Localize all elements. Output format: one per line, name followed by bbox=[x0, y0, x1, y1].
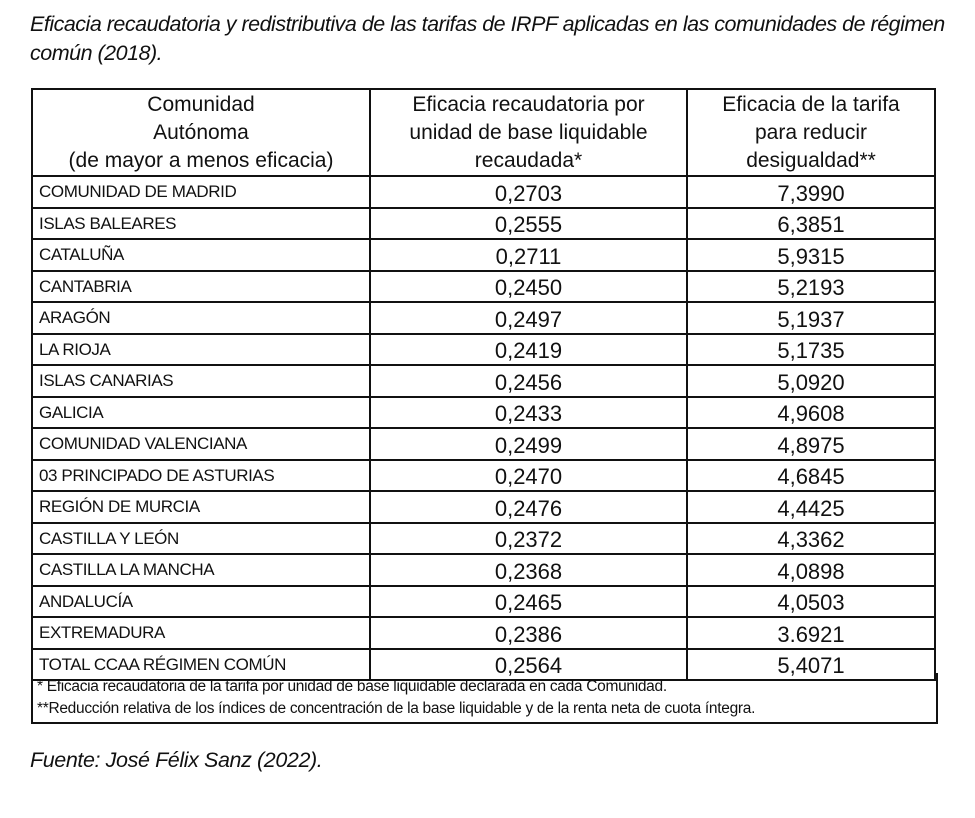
cell-recaudatoria: 0,2465 bbox=[370, 586, 687, 618]
cell-comunidad: CASTILLA Y LEÓN bbox=[32, 523, 370, 555]
table-row bbox=[32, 176, 935, 208]
cell-recaudatoria: 0,2703 bbox=[370, 176, 687, 208]
cell-comunidad: GALICIA bbox=[32, 397, 370, 429]
cell-recaudatoria: 0,2711 bbox=[370, 239, 687, 271]
table-row bbox=[32, 271, 935, 303]
table-row bbox=[32, 302, 935, 334]
table-title: Eficacia recaudatoria y redistributiva de las tarifas de IRPF aplicadas en las comunidades de régimen común (2018). bbox=[30, 12, 945, 65]
header-desigualdad bbox=[687, 89, 935, 176]
cell-desigualdad: 5,4071 bbox=[687, 649, 935, 681]
cell-recaudatoria: 0,2470 bbox=[370, 460, 687, 492]
cell-desigualdad: 4,9608 bbox=[687, 397, 935, 429]
cell-desigualdad: 5,2193 bbox=[687, 271, 935, 303]
cell-comunidad: COMUNIDAD DE MADRID bbox=[32, 176, 370, 208]
cell-comunidad: CATALUÑA bbox=[32, 239, 370, 271]
header-line: Autónoma bbox=[153, 120, 249, 144]
cell-desigualdad: 4,3362 bbox=[687, 523, 935, 555]
cell-recaudatoria: 0,2476 bbox=[370, 491, 687, 523]
cell-comunidad: ISLAS CANARIAS bbox=[32, 365, 370, 397]
irpf-table bbox=[31, 88, 936, 681]
cell-desigualdad: 4,0898 bbox=[687, 554, 935, 586]
cell-desigualdad: 3.6921 bbox=[687, 617, 935, 649]
note-desigualdad: **Reducción relativa de los índices de concentración de la base liquidable y de la renta neta de cuota íntegra. bbox=[37, 700, 756, 717]
cell-desigualdad: 4,8975 bbox=[687, 428, 935, 460]
table-row bbox=[32, 460, 935, 492]
table-row bbox=[32, 491, 935, 523]
header-line: recaudada* bbox=[474, 148, 583, 172]
cell-desigualdad: 6,3851 bbox=[687, 208, 935, 240]
header-comunidad bbox=[32, 89, 370, 176]
cell-comunidad: LA RIOJA bbox=[32, 334, 370, 366]
cell-recaudatoria: 0,2499 bbox=[370, 428, 687, 460]
cell-recaudatoria: 0,2368 bbox=[370, 554, 687, 586]
cell-recaudatoria: 0,2564 bbox=[370, 649, 687, 681]
header-line: unidad de base liquidable bbox=[409, 120, 648, 144]
cell-recaudatoria: 0,2497 bbox=[370, 302, 687, 334]
table-row bbox=[32, 239, 935, 271]
cell-comunidad: REGIÓN DE MURCIA bbox=[32, 491, 370, 523]
cell-desigualdad: 4,4425 bbox=[687, 491, 935, 523]
cell-desigualdad: 5,1937 bbox=[687, 302, 935, 334]
header-line: Eficacia de la tarifa bbox=[722, 92, 900, 116]
cell-desigualdad: 7,3990 bbox=[687, 176, 935, 208]
header-recaudatoria bbox=[370, 89, 687, 176]
cell-comunidad: CANTABRIA bbox=[32, 271, 370, 303]
table-row bbox=[32, 365, 935, 397]
note-recaudatoria: * Eficacia recaudatoria de la tarifa por unidad de base liquidable declarada en cada Comunidad. bbox=[37, 678, 667, 695]
table-row bbox=[32, 617, 935, 649]
cell-comunidad: TOTAL CCAA RÉGIMEN COMÚN bbox=[32, 649, 370, 681]
cell-comunidad: CASTILLA LA MANCHA bbox=[32, 554, 370, 586]
table-row bbox=[32, 523, 935, 555]
header-line: Comunidad bbox=[147, 92, 255, 116]
cell-desigualdad: 5,9315 bbox=[687, 239, 935, 271]
cell-desigualdad: 5,1735 bbox=[687, 334, 935, 366]
cell-recaudatoria: 0,2450 bbox=[370, 271, 687, 303]
header-line: desigualdad** bbox=[746, 148, 876, 172]
cell-recaudatoria: 0,2419 bbox=[370, 334, 687, 366]
table-row bbox=[32, 554, 935, 586]
cell-comunidad: EXTREMADURA bbox=[32, 617, 370, 649]
header-line: Eficacia recaudatoria por bbox=[412, 92, 645, 116]
cell-comunidad: ISLAS BALEARES bbox=[32, 208, 370, 240]
cell-comunidad: ANDALUCÍA bbox=[32, 586, 370, 618]
table-row bbox=[32, 428, 935, 460]
table-notes bbox=[31, 673, 938, 724]
header-line: (de mayor a menos eficacia) bbox=[68, 148, 334, 172]
cell-desigualdad: 4,0503 bbox=[687, 586, 935, 618]
cell-comunidad: ARAGÓN bbox=[32, 302, 370, 334]
table-row bbox=[32, 586, 935, 618]
cell-recaudatoria: 0,2555 bbox=[370, 208, 687, 240]
table-row bbox=[32, 397, 935, 429]
header-row bbox=[32, 89, 935, 176]
cell-recaudatoria: 0,2433 bbox=[370, 397, 687, 429]
source-citation: Fuente: José Félix Sanz (2022). bbox=[30, 748, 323, 772]
table-row bbox=[32, 334, 935, 366]
cell-comunidad: 03 PRINCIPADO DE ASTURIAS bbox=[32, 460, 370, 492]
cell-recaudatoria: 0,2456 bbox=[370, 365, 687, 397]
table-row bbox=[32, 208, 935, 240]
cell-recaudatoria: 0,2372 bbox=[370, 523, 687, 555]
cell-desigualdad: 4,6845 bbox=[687, 460, 935, 492]
cell-recaudatoria: 0,2386 bbox=[370, 617, 687, 649]
header-line: para reducir bbox=[754, 120, 868, 144]
cell-comunidad: COMUNIDAD VALENCIANA bbox=[32, 428, 370, 460]
cell-desigualdad: 5,0920 bbox=[687, 365, 935, 397]
